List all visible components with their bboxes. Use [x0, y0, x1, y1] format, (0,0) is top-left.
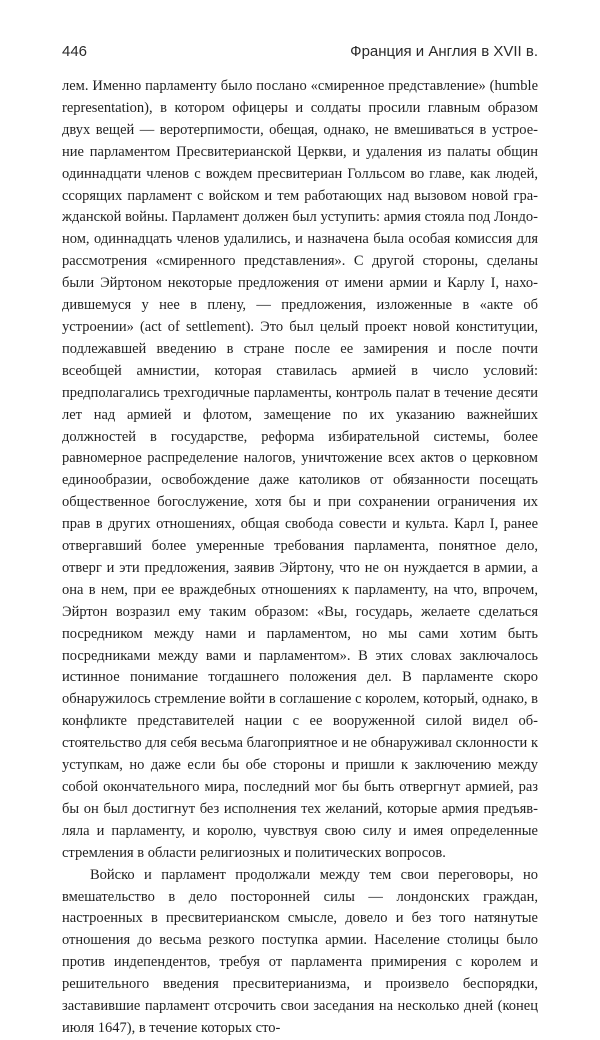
- paragraph: лем. Именно парламенту было послано «смиренное представление» (humble representation), в котором офицеры и солдаты просили главным образом двух вещей — веротерпимости, обещая, однако, не вмешиваться в устроение парламентом Пресвитерианской Церкви, и удаления из палаты общин одиннадцати членов с вождем пресвитериан Голльсом во главе, как людей, ссорящих парламент с войском и тем работающих над вызовом новой гражданской войны. Парламент должен был уступить: армия стояла под Лондоном, одиннадцать членов удалились, и назначена была особая комиссия для рассмотрения «смиренного представления». С другой стороны, сделаны были Эйртоном некоторые предложения от имени армии и Карлу I, находившемуся у нее в плену, — предложения, изложенные в «акте об устроении» (act of settlement). Это был целый проект новой конституции, подлежавшей введению в стране после ее замирения и после почти всеобщей амнистии, которая ставилась армией в число условий: предполагались трехгодичные парламенты, контроль палат в течение десяти лет над армией и флотом, замещение по их указанию важнейших должностей в государстве, реформа избирательной системы, более равномерное распределение налогов, уничтожение всех актов о церковном единообразии, освобождение даже католиков от обязанности посещать общественное богослужение, хотя бы и при сохранении ограничения их прав в других отношениях, общая свобода совести и культа. Карл I, ранее отвергавший более умеренные требования парламента, понятное дело, отверг и эти предложения, заявив Эйртону, что не он нуждается в армии, а она в нем, при ее враждебных отношениях к парламенту, на что, впрочем, Эйртон возразил ему таким образом: «Вы, государь, желаете сделаться посредником между нами и парламентом, но мы сами хотим быть посредниками между вами и парламентом». В этих словах заключалось истинное понимание тогдашнего положения дел. В парламенте скоро обнаружилось стремление войти в соглашение с королем, который, однако, в конфликте представителей нации с ее вооруженной силой видел обстоятельство для себя весьма благоприятное и не обнаруживал склонности к уступкам, но даже если бы обе стороны и пришли к заключению между собой окончательного мира, последний мог бы быть отвергнут армией, раз бы он был достигнут без исполнения тех желаний, которые армия предъявляла и парламенту, и королю, чувствуя свою силу и имея определенные стремления в области религиозных и политических вопросов.: [62, 78, 538, 861]
- body-text: [62, 76, 538, 1040]
- page-number: 446: [62, 43, 88, 60]
- running-head: [62, 43, 538, 67]
- paragraph: Войско и парламент продолжали между тем свои переговоры, но вмешательство в дело посторонней силы — лондонских граждан, настроенных в пресвитерианском смысле, довело и без того натянутые отношения до весьма резкого поступка армии. Население столицы было против индепендентов, требуя от парламента примирения с королем и решительного введения пресвитерианизма, и произвело беспорядки, заставившие парламент отсрочить свои заседания на несколько дней (конец июля 1647), в течение которых сто-: [62, 866, 538, 1036]
- running-title: Франция и Англия в XVII в.: [350, 43, 538, 60]
